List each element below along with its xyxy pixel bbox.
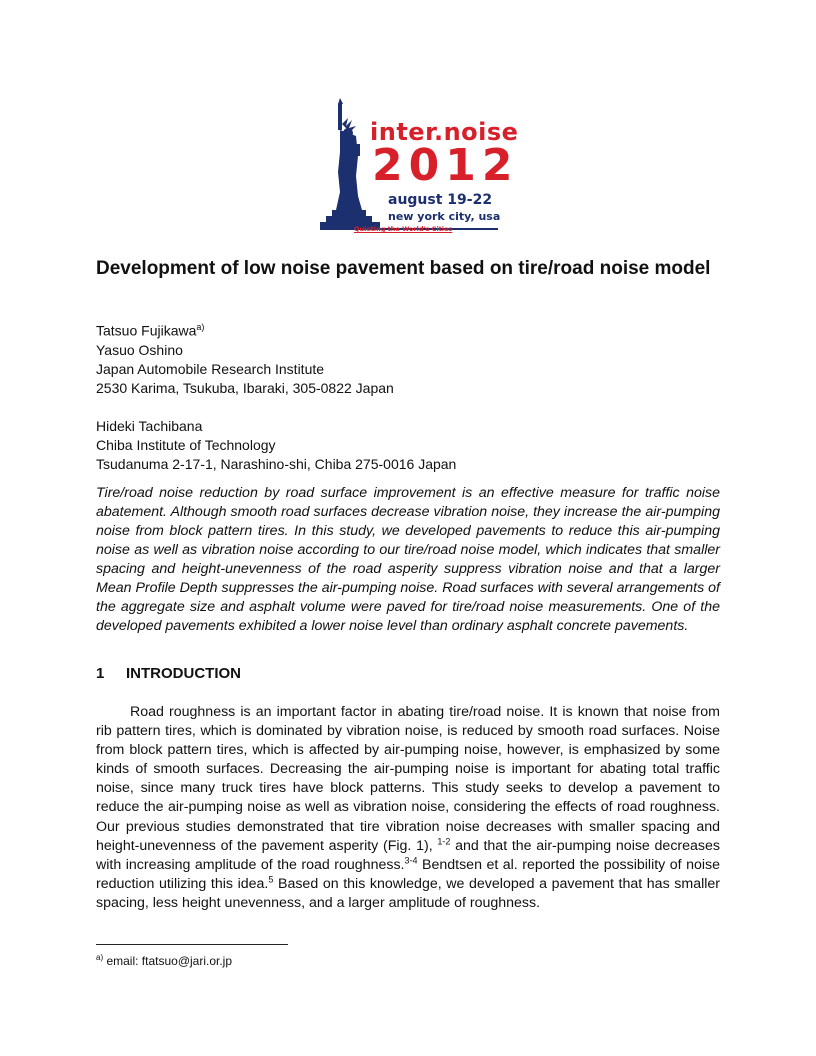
footnote-email: email: ftatsuo@jari.or.jp xyxy=(103,954,233,968)
logo-dates: august 19-22 xyxy=(388,192,493,208)
citation-3: 5 xyxy=(268,874,274,885)
intro-text-1: Road roughness is an important factor in abating tire/road noise. It is known that noise from rib pattern tires, which is dominated by vibration noise, is reduced by smooth road surfaces. Noise from block pattern tires, which is affected by air-pumping noise, however, is emphasized by some kinds of smooth surfaces. Decreasing the air-pumping noise is important for abating total traffic noise, since many truck tires have block patterns. This study seeks to develop a pavement to reduce the air-pumping noise as well as vibration noise, considering the effects of road roughness. Our previous studies demonstrated that tire vibration noise decreases with smaller spacing and height-unevenness of the pavement asperity (Fig. 1), xyxy=(96,704,720,854)
logo-title: inter.noise xyxy=(370,118,519,146)
section-title: INTRODUCTION xyxy=(126,665,241,682)
section-number: 1 xyxy=(96,665,105,682)
footnote-marker: a) xyxy=(96,953,104,962)
affiliation-2-institute: Chiba Institute of Technology xyxy=(96,436,276,453)
author-2: Yasuo Oshino xyxy=(96,341,183,358)
affiliation-2-address: Tsudanuma 2-17-1, Narashino-shi, Chiba 275-0016 Japan xyxy=(96,455,457,472)
author-1-marker: a) xyxy=(196,322,205,332)
affiliation-1-address: 2530 Karima, Tsukuba, Ibaraki, 305-0822 Japan xyxy=(96,379,394,396)
intro-text-3: Bendtsen et al. reported the possibility of noise reduction utilizing this idea. xyxy=(96,856,720,892)
intro-text-4: Based on this knowledge, we developed a pavement that has smaller spacing, less height unevenness, and a larger amplitude of roughness. xyxy=(96,875,720,911)
section-heading xyxy=(96,665,241,682)
author-block xyxy=(96,318,456,474)
author-1-name: Tatsuo Fujikawa xyxy=(96,322,197,339)
conference-logo xyxy=(318,96,519,246)
footnote xyxy=(96,953,232,968)
affiliation-1-institute: Japan Automobile Research Institute xyxy=(96,360,325,377)
logo-city: new york city, usa xyxy=(388,210,501,223)
footnote-divider xyxy=(96,944,288,945)
abstract: Tire/road noise reduction by road surface improvement is an effective measure for traffic noise abatement. Although smooth road surfaces decrease vibration noise, they increase the air-pumping noise from block pattern tires. In this study, we developed pavements to reduce this air-pumping noise as well as vibration noise according to our tire/road noise model, which indicates that smaller spacing and height-unevenness of the road asperity suppress vibration noise and that a larger Mean Profile Depth suppresses the air-pumping noise. Road surfaces with several arrangements of the aggregate size and asphalt volume were paved for tire/road noise measurements. One of the developed pavements exhibited a lower noise level than ordinary asphalt concrete pavements. xyxy=(96,485,720,634)
intro-text-2: and that the air-pumping noise decreases with increasing amplitude of the road roughness. xyxy=(96,837,720,873)
citation-1: 1-2 xyxy=(437,835,451,846)
logo-year: 2012 xyxy=(372,140,519,191)
introduction-paragraph xyxy=(96,703,720,913)
citation-2: 3-4 xyxy=(404,855,418,866)
logo-tagline: Quieting the World's Cities xyxy=(354,225,453,233)
author-3: Hideki Tachibana xyxy=(96,417,203,434)
paper-title: Development of low noise pavement based on tire/road noise model xyxy=(96,258,711,279)
author-1 xyxy=(96,318,456,341)
